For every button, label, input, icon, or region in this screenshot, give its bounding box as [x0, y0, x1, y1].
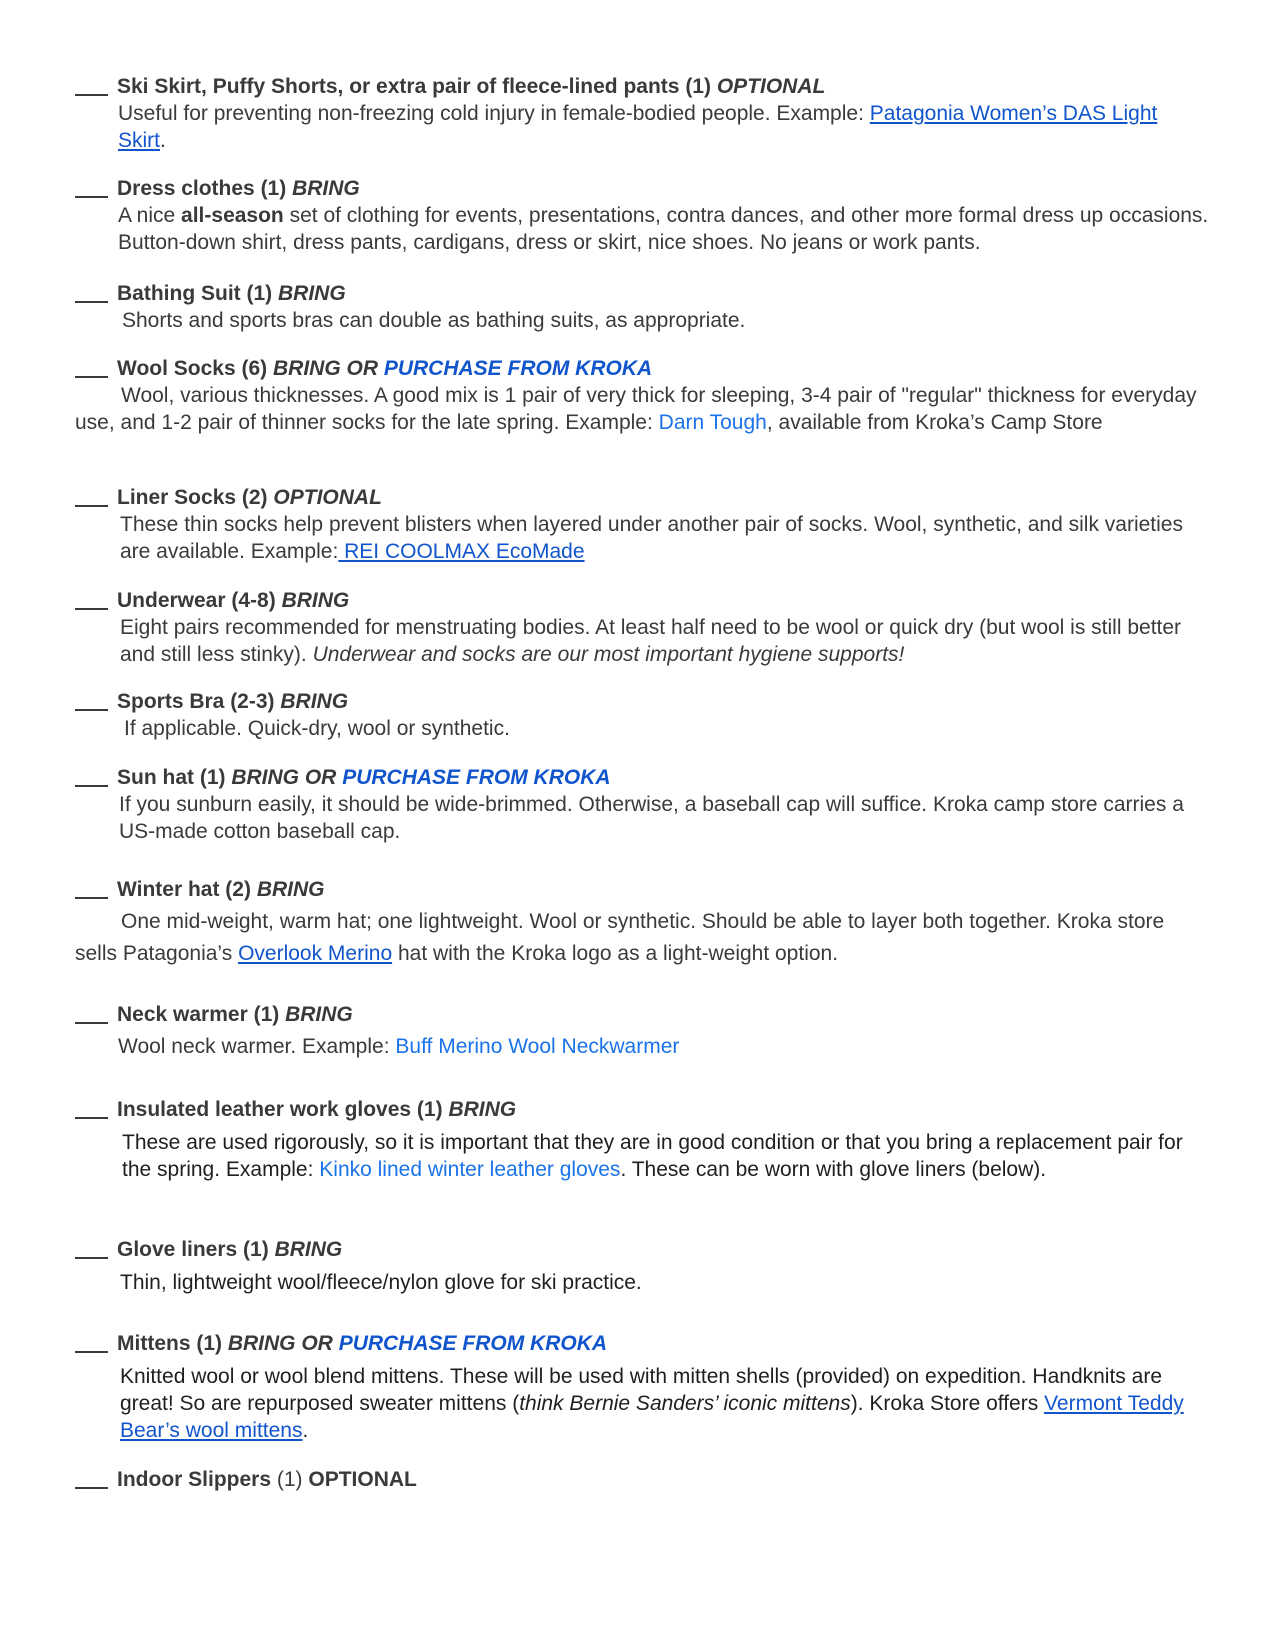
item-description	[118, 1033, 1210, 1060]
checkbox-line[interactable]	[75, 1116, 108, 1119]
desc-text: A nice	[118, 204, 182, 227]
item-description	[118, 100, 1210, 154]
checkbox-line[interactable]	[75, 607, 108, 610]
item-description: Shorts and sports bras can double as bathing suits, as appropriate.	[122, 309, 746, 332]
list-item	[75, 484, 1210, 565]
item-description: If applicable. Quick-dry, wool or synthetic.	[124, 717, 510, 740]
desc-text: Knitted wool or wool blend mittens. These will be used with mitten shells (provided) on expedition. Handknits are great! So are repurposed sweater mittens (	[120, 1365, 1162, 1415]
item-description	[75, 906, 1210, 970]
item-tag: BRING OR	[227, 1332, 333, 1355]
desc-text: One mid-weight, warm hat; one lightweight. Wool or synthetic. Should be able to layer both together. Kroka store sells Patagonia’s	[75, 910, 1165, 965]
checkbox-line[interactable]	[75, 784, 108, 787]
checkbox-line[interactable]	[75, 195, 108, 198]
item-tag: BRING	[274, 1238, 343, 1261]
item-tag: BRING OR	[231, 766, 337, 789]
item-tag: BRING	[448, 1098, 517, 1121]
item-name: Sports Bra (2-3)	[117, 690, 275, 713]
item-tag: BRING	[285, 1003, 353, 1026]
item-tag: OPTIONAL	[716, 75, 826, 98]
desc-text: These thin socks help prevent blisters when layered under another pair of socks. Wool, synthetic, and silk varieties are available. Example:	[120, 513, 1183, 563]
item-name: Insulated leather work gloves (1)	[117, 1098, 443, 1121]
list-item	[75, 876, 1210, 970]
item-name: Dress clothes (1)	[117, 177, 287, 200]
checkbox-line[interactable]	[75, 1256, 108, 1259]
desc-italic: think Bernie Sanders’ iconic mittens	[519, 1392, 851, 1415]
item-description	[75, 382, 1210, 436]
list-item	[75, 1466, 1210, 1493]
list-item	[75, 688, 1210, 742]
list-item	[75, 1236, 1210, 1296]
list-item	[75, 587, 1210, 668]
item-tag: BRING	[280, 690, 349, 713]
checkbox-line[interactable]	[75, 375, 108, 378]
list-item	[75, 1096, 1210, 1183]
item-name: Ski Skirt, Puffy Shorts, or extra pair of fleece-lined pants (1)	[117, 75, 711, 98]
desc-text: ). Kroka Store offers	[850, 1392, 1045, 1415]
list-item	[75, 73, 1210, 154]
list-item	[75, 764, 1210, 845]
item-tag: OPTIONAL	[308, 1468, 417, 1491]
item-name: Indoor Slippers	[117, 1468, 272, 1491]
product-link[interactable]: Patagonia Women’s DAS Light Skirt	[118, 102, 1158, 152]
desc-text: hat with the Kroka logo as a light-weight option.	[392, 942, 839, 965]
desc-text: Wool neck warmer. Example:	[118, 1035, 396, 1058]
item-description	[120, 614, 1210, 668]
item-name: Underwear (4-8)	[117, 589, 276, 612]
item-name: Bathing Suit (1)	[117, 282, 273, 305]
checkbox-line[interactable]	[75, 896, 108, 899]
desc-text: . These can be worn with glove liners (below).	[620, 1158, 1047, 1181]
item-description	[120, 511, 1210, 565]
item-description: If you sunburn easily, it should be wide-brimmed. Otherwise, a baseball cap will suffice. Kroka camp store carries a US-made cotton baseball cap.	[119, 793, 1184, 843]
desc-text: Wool, various thicknesses. A good mix is 1 pair of very thick for sleeping, 3-4 pair of "regular" thickness for everyday use, and 1-2 pair of thinner socks for the late spring. Example:	[75, 384, 1197, 434]
desc-bold: all-season	[181, 204, 284, 227]
item-description: Thin, lightweight wool/fleece/nylon glove for ski practice.	[120, 1271, 642, 1294]
checkbox-line[interactable]	[75, 504, 108, 507]
item-qty: (1)	[276, 1468, 303, 1491]
item-name: Mittens (1)	[117, 1332, 222, 1355]
purchase-tag: PURCHASE FROM KROKA	[342, 766, 611, 789]
product-link[interactable]: Overlook Merino	[238, 942, 393, 965]
item-tag: BRING	[256, 878, 325, 901]
checkbox-line[interactable]	[75, 1350, 108, 1353]
checkbox-line[interactable]	[75, 1021, 108, 1024]
purchase-tag: PURCHASE FROM KROKA	[338, 1332, 608, 1355]
item-name: Liner Socks (2)	[117, 486, 268, 509]
product-link[interactable]: Darn Tough	[658, 411, 767, 434]
item-description	[122, 1129, 1210, 1183]
item-name: Wool Socks (6)	[117, 357, 268, 380]
item-name: Winter hat (2)	[117, 878, 251, 901]
item-tag: BRING	[281, 589, 350, 612]
product-link[interactable]: Buff Merino Wool Neckwarmer	[395, 1035, 680, 1058]
checkbox-line[interactable]	[75, 708, 108, 711]
product-link[interactable]: Kinko lined winter leather gloves	[319, 1158, 621, 1181]
checkbox-line[interactable]	[75, 300, 108, 303]
list-item	[75, 175, 1210, 256]
checkbox-line[interactable]	[75, 1486, 108, 1489]
item-tag: BRING	[292, 177, 360, 200]
item-name: Glove liners (1)	[117, 1238, 269, 1261]
item-tag: OPTIONAL	[273, 486, 382, 509]
product-link[interactable]: Vermont Teddy Bear’s wool mittens	[120, 1392, 1184, 1442]
desc-text: .	[302, 1419, 309, 1442]
desc-text: set of clothing for events, presentations, contra dances, and other more formal dress up occasions. Button-down shirt, dress pants, cardigans, dress or skirt, nice shoes. No jeans or work pants.	[118, 204, 1209, 254]
desc-text: .	[160, 129, 166, 152]
item-name: Neck warmer (1)	[117, 1003, 280, 1026]
desc-italic: Underwear and socks are our most important hygiene supports!	[312, 643, 905, 666]
list-item	[75, 1001, 1210, 1060]
item-description	[118, 202, 1210, 256]
item-description	[120, 1363, 1210, 1444]
list-item	[75, 355, 1210, 436]
item-tag: BRING OR	[272, 357, 378, 380]
desc-text: , available from Kroka’s Camp Store	[766, 411, 1103, 434]
list-item	[75, 1330, 1210, 1444]
desc-text: Useful for preventing non-freezing cold injury in female-bodied people. Example:	[118, 102, 870, 125]
list-item	[75, 280, 1210, 334]
desc-text: These are used rigorously, so it is important that they are in good condition or that you bring a replacement pair for the spring. Example:	[122, 1131, 1183, 1181]
purchase-tag: PURCHASE FROM KROKA	[383, 357, 653, 380]
product-link[interactable]: REI COOLMAX EcoMade	[338, 540, 585, 563]
item-tag: BRING	[278, 282, 346, 305]
desc-text: Eight pairs recommended for menstruating bodies. At least half need to be wool or quick dry (but wool is still better and still less stinky).	[120, 616, 1182, 666]
item-name: Sun hat (1)	[117, 766, 226, 789]
checkbox-line[interactable]	[75, 93, 108, 96]
